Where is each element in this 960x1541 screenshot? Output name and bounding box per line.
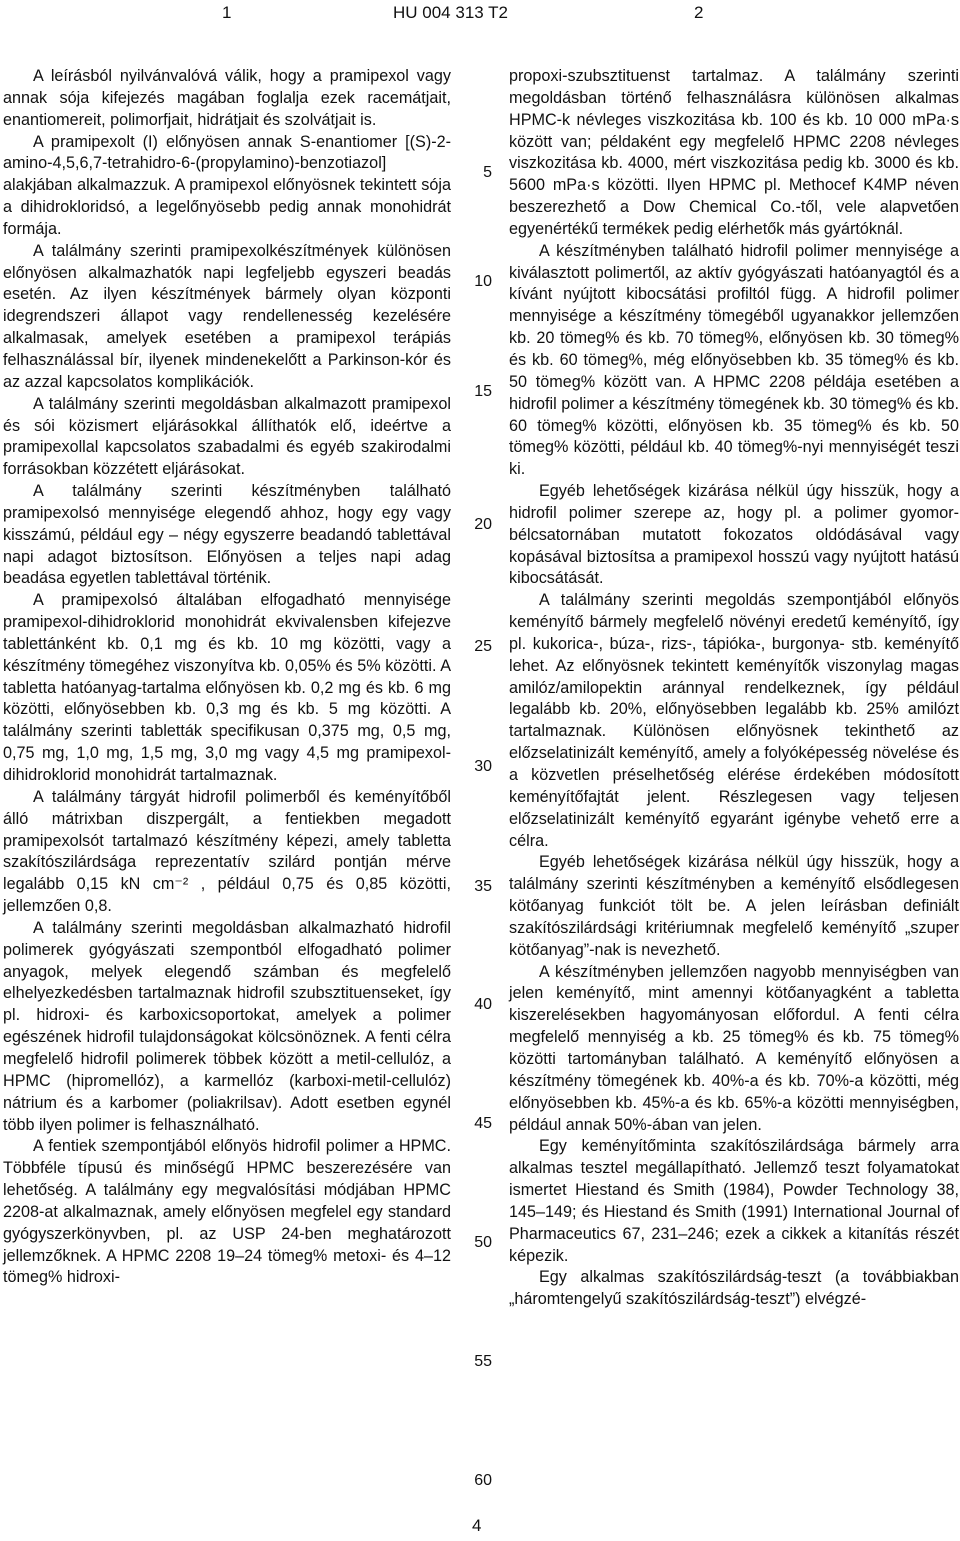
paragraph-continuation: propoxi-szubsztituenst tartalmaz. A találmány szerinti megoldásban történő felhasználásra különösen alkalmas HPMC-k névleges viszkozitása kb. 100 és kb. 10 000 mPa·s között van; példaként egy megfelelő HPMC 2208 névleges viszkozitása kb. 4000, mért viszkozitása pedig kb. 3000 és kb. 5600 mPa·s közötti. Ilyen HPMC pl. Methocef K4MP néven beszerezhető a Dow Chemical Co.-től, vele alapvetően egyenértékű termékek pedig elérhetők más gyártóknál.: [509, 67, 959, 238]
paragraph: A készítményben található hidrofil polimer mennyisége a kiválasztott polimertől, az aktív gyógyászati hatóanyagtól és a kívánt nyújtott kibocsátási profiltól függ. A hidrofil polimer mennyisége a készítmény tömegéből ugyanakkor jellemzően kb. 20 tömeg% és kb. 70 tömeg%, előnyösen kb. 30 tömeg% és kb. 60 tömeg%, még előnyösebben kb. 35 tömeg% és kb. 50 tömeg% között van. A HPMC 2208 példája esetében a hidrofil polimer a készítmény tömegének kb. 30 tömeg% és kb. 60 tömeg% közötti, előnyösen kb. 35 tömeg% és kb. 50 tömeg% közötti, például kb. 40 tömeg%-nyi mennyiségét teszi ki.: [509, 241, 959, 479]
paragraph: A fentiek szempontjából előnyös hidrofil polimer a HPMC. Többféle típusú és minőségű HPMC beszerezésére van lehetőség. A találmány egy megvalósítási módjában HPMC 2208-at alkalmaznak, amely előnyösen megfelel egy standard gyógyszerkönyvben, pl. az USP 24-ben meghatározott jellemzőknek. A HPMC 2208 19–24 tömeg% metoxi- és 4–12 tömeg% hidroxi-: [3, 1137, 451, 1287]
paragraph: A találmány szerinti készítményben található pramipexolsó mennyisége elegendő ahhoz, hogy egy vagy kisszámú, például egy – négy egyszerre beadandó tablettával napi adagot biztosítson. Előnyösen a teljes napi adag beadása egyetlen tablettával történik.: [3, 482, 451, 588]
line-number-gutter: [470, 0, 500, 1541]
paragraph: Egy keményítőminta szakítószilárdsága bármely arra alkalmas tesztel megállapítható. Jellemző teszt folyamatokat ismertet Hiestand és Smith (1984), Powder Technology 38, 145–149; és Hiestand és Smith (1991) International Journal of Pharmaceutics 67, 231–246; ezek a cikkek a kitanítás részét képezik.: [509, 1137, 959, 1265]
line-number: 40: [474, 996, 492, 1013]
line-number: 10: [474, 273, 492, 290]
paragraph: A találmány szerinti megoldásban alkalmazható hidrofil polimerek gyógyászati szempontból elfogadható polimer anyagok, melyek elegendő számban és megfelelő elhelyezkedésben tartalmaznak hidrofil szubsztituenseket, így pl. hidroxi- és karboxicsoportokat, amelyek a polimer egészének hidrofil tulajdonságokat kölcsönöznek. A fenti célra megfelelő hidrofil polimerek többek között a metil-cellulóz, a HPMC (hipromellóz), a karmellóz (karboxi-metil-cellulóz) nátrium és a karbomer (poliakrilsav). Adott esetben egynél több ilyen polimer is felhasználható.: [3, 918, 451, 1134]
patent-number: HU 004 313 T2: [393, 3, 508, 22]
left-page-number: 1: [222, 3, 232, 22]
line-number: 60: [474, 1472, 492, 1489]
paragraph: Egyéb lehetőségek kizárása nélkül úgy hisszük, hogy a hidrofil polimer szerepe az, hogy pl. a polimer gyomor-bélcsatornában mutatott fokozatos oldódásával vagy kopásával biztosítsa a pramipexol hosszú vagy nyújtott hatású kibocsátását.: [509, 482, 959, 588]
paragraph: A készítményben jellemzően nagyobb mennyiségben van jelen keményítő, mint amennyi kötőanyagként a tabletta kiszerelésekben hagyományosan előfordul. A fenti célra megfelelő mennyiség a kb. 25 tömeg% és kb. 75 tömeg% közötti tartományban található. A keményítő előnyösen a készítmény tömegének kb. 40%-a és kb. 70%-a közötti, még előnyösebben kb. 45%-a és kb. 65%-a közötti mennyiségben, például annak 50%-ában van jelen.: [509, 962, 959, 1134]
right-text-column: [509, 66, 959, 1311]
paragraph: A találmány szerinti megoldásban alkalmazott pramipexol és sói közismert eljárásokkal állíthatók elő, ideértve a pramipexollal kapcsolatos szabadalmi és egyéb szakirodalmi forrásokban közzétett eljárásokat.: [3, 394, 451, 479]
left-text-column: [3, 66, 451, 1289]
line-number: 30: [474, 758, 492, 775]
line-number: 25: [474, 638, 492, 655]
paragraph: A találmány szerinti megoldás szempontjából előnyös keményítő bármely megfelelő növényi eredetű keményítő, így pl. kukorica-, búza-, rizs-, tápióka-, burgonya- stb. keményítő lehet. Az előnyösnek tekintett keményítők viszonylag magas amilóz/amilopektin aránnyal rendelkeznek, így például legalább kb. 20%, előnyösebben legalább kb. 25% amilózt tartalmaznak. Különösen előnyösnek tekinthető az előzselatinizált keményítő, amely a folyóképesség növelése és a közvetlen préselhetőség elérése érdekében módosított keményítőfajtát jelent. Részlegesen vagy teljesen előzselatinizált keményítő egyaránt igénybe vehető erre a célra.: [509, 591, 959, 850]
page-footer-number: 4: [472, 1516, 482, 1535]
line-number: 45: [474, 1115, 492, 1132]
paragraph: A pramipexolt (I) előnyösen annak S-enantiomer [(S)-2-amino-4,5,6,7-tetrahidro-6-(propylamino)-benzotiazol] alakjában alkalmazzuk. A pramipexol előnyösnek tekintett sója a dihidrokloridsó, a legelőnyösebb pedig annak monohidrát formája.: [3, 132, 451, 238]
line-number: 55: [474, 1353, 492, 1370]
line-number: 20: [474, 516, 492, 533]
line-number: 5: [483, 164, 492, 181]
paragraph: A leírásból nyilvánvalóvá válik, hogy a pramipexol vagy annak sója kifejezés magában foglalja ezek racemátjait, enantiomereit, polimorfjait, hidrátjait és szolvátjait is.: [3, 67, 451, 129]
line-number: 50: [474, 1234, 492, 1251]
line-number: 35: [474, 878, 492, 895]
paragraph: Egy alkalmas szakítószilárdság-teszt (a továbbiakban „háromtengelyű szakítószilárdság-teszt”) elvégzé-: [509, 1268, 959, 1309]
right-page-number: 2: [694, 3, 704, 22]
paragraph: Egyéb lehetőségek kizárása nélkül úgy hisszük, hogy a találmány szerinti készítményben a keményítő elsődlegesen kötőanyag funkciót tölt be. A jelen leírásban definiált szakítószilárdsági kritériumnak megfelelő keményítő „szuper kötőanyag”-nak is nevezhető.: [509, 853, 959, 959]
line-number: 15: [474, 383, 492, 400]
paragraph: A találmány tárgyát hidrofil polimerből és keményítőből álló mátrixban diszpergált, a fentiekben megadott pramipexolsót tartalmazó készítmény képezi, amely tabletta szakítószilárdsága reprezentatív szilárd pontján mérve legalább 0,15 kN cm⁻² , például 0,75 és 0,85 közötti, jellemzően 0,8.: [3, 787, 451, 916]
paragraph: A találmány szerinti pramipexolkészítmények különösen előnyösen alkalmazhatók napi legfeljebb egyszeri beadás esetén. Az ilyen készítmények bármely olyan központi idegrendszeri állapot vagy rendellenesség kezelésére alkalmasak, amelyek esetében a pramipexol terápiás felhasználással bír, ilyenek mindenekelőtt a Parkinson-kór és az azzal kapcsolatos komplikációk.: [3, 241, 451, 391]
paragraph: A pramipexolsó általában elfogadható mennyisége pramipexol-dihidroklorid monohidrát ekvivalensben kifejezve tablettánként kb. 0,1 mg és kb. 10 mg közötti, vagy a készítmény tömegéhez viszonyítva kb. 0,05% és 5% közötti. A tabletta hatóanyag-tartalma előnyösen kb. 0,2 mg és kb. 6 mg közötti, előnyösebben kb. 0,3 mg és kb. 5 mg közötti. A találmány szerinti tabletták specifikusan 0,375 mg, 0,5 mg, 0,75 mg, 1,0 mg, 1,5 mg, 3,0 mg vagy 4,5 mg pramipexol-dihidroklorid monohidrát tartalmaznak.: [3, 591, 451, 784]
